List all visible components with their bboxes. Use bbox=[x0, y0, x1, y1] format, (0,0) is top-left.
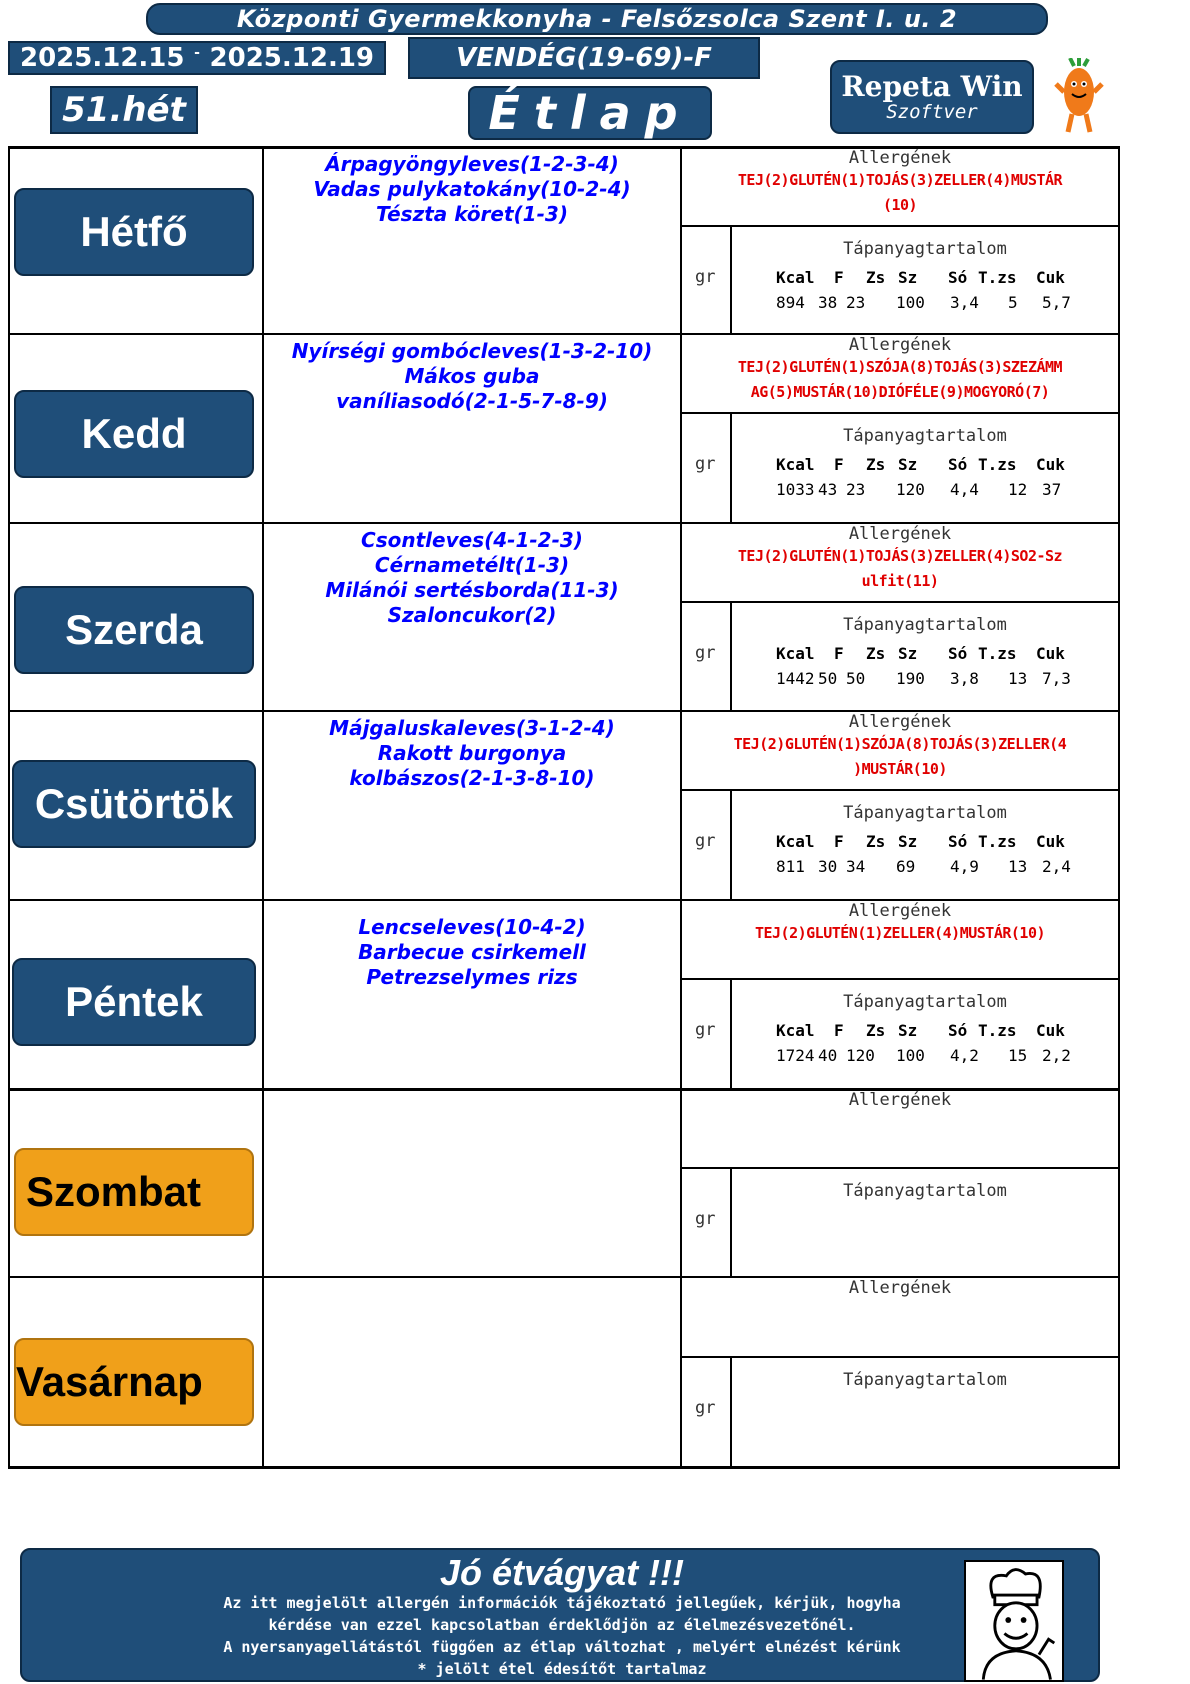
nutrition-value: 100 bbox=[896, 293, 925, 312]
nutrition-header-zs: Zs bbox=[866, 455, 886, 474]
info-split-line bbox=[682, 601, 1118, 603]
allergens-heading: Allergének bbox=[848, 524, 952, 544]
nutrition-heading: Tápanyagtartalom bbox=[843, 803, 1007, 823]
menu-item: Rakott burgonya bbox=[377, 741, 567, 765]
chef-icon bbox=[964, 1560, 1064, 1682]
nutrition-value: 1442 bbox=[776, 669, 815, 688]
day-label-1[interactable]: Kedd bbox=[14, 390, 254, 478]
nutrition-header-kcal: Kcal bbox=[776, 268, 815, 287]
nutrition-value: 2,4 bbox=[1042, 857, 1071, 876]
nutrition-value: 69 bbox=[896, 857, 916, 876]
week-number: 51.hét bbox=[50, 86, 198, 134]
nutrition-value: 37 bbox=[1042, 480, 1062, 499]
menu-item: kolbászos(2-1-3-8-10) bbox=[349, 766, 595, 790]
table-border-right bbox=[1118, 146, 1120, 1466]
nutrition-value: 4,4 bbox=[950, 480, 979, 499]
footer-line-3: A nyersanyagellátástól függően az étlap változhat , melyért elnézést kérünk bbox=[223, 1638, 901, 1656]
menu-item: Vadas pulykatokány(10-2-4) bbox=[313, 177, 631, 201]
nutrition-value: 3,4 bbox=[950, 293, 979, 312]
nutrition-value: 120 bbox=[896, 480, 925, 499]
nutrition-value: 1033 bbox=[776, 480, 815, 499]
nutrition-value: 5 bbox=[1008, 293, 1018, 312]
info-split-line bbox=[682, 1167, 1118, 1169]
nutrition-heading: Tápanyagtartalom bbox=[843, 239, 1007, 259]
nutrition-value: 23 bbox=[846, 293, 866, 312]
gram-label: gr bbox=[695, 1398, 716, 1418]
menu-item: Árpagyöngyleves(1-2-3-4) bbox=[325, 152, 619, 176]
footer-banner bbox=[20, 1548, 1100, 1682]
nutrition-header-zs: Zs bbox=[866, 268, 886, 287]
nutrition-value: 13 bbox=[1008, 857, 1028, 876]
nutrition-header-cuk: Cuk bbox=[1036, 268, 1065, 287]
date-separator: - bbox=[194, 45, 200, 61]
nutrition-value: 100 bbox=[896, 1046, 925, 1065]
nutrition-value: 50 bbox=[818, 669, 838, 688]
nutrition-value: 43 bbox=[818, 480, 838, 499]
nutrition-header-sz: Sz bbox=[898, 832, 918, 851]
nutrition-header-cuk: Cuk bbox=[1036, 832, 1065, 851]
allergens-heading: Allergének bbox=[848, 148, 952, 168]
day-label-4[interactable]: Péntek bbox=[12, 958, 256, 1046]
menu-item: Milánói sertésborda(11-3) bbox=[325, 578, 619, 602]
allergen-list: )MUSTÁR(10) bbox=[853, 760, 947, 778]
gram-label: gr bbox=[695, 1209, 716, 1229]
nutrition-header-tzs: T.zs bbox=[978, 1021, 1017, 1040]
date-to: 2025.12.19 bbox=[209, 43, 374, 73]
row-divider bbox=[8, 1466, 1120, 1469]
allergen-list: TEJ(2)GLUTÉN(1)SZÓJA(8)TOJÁS(3)SZEZÁMM bbox=[737, 358, 1063, 376]
menu-item: Csontleves(4-1-2-3) bbox=[361, 528, 583, 552]
table-border-left bbox=[8, 146, 10, 1466]
footer-line-4: * jelölt étel édesítőt tartalmaz bbox=[417, 1660, 707, 1678]
nutrition-heading: Tápanyagtartalom bbox=[843, 1181, 1007, 1201]
info-split-line bbox=[682, 412, 1118, 414]
info-split-line bbox=[682, 225, 1118, 227]
gram-label: gr bbox=[695, 831, 716, 851]
nutrition-header-kcal: Kcal bbox=[776, 644, 815, 663]
nutrition-header-só: Só bbox=[948, 644, 968, 663]
nutrition-value: 4,9 bbox=[950, 857, 979, 876]
nutrition-value: 13 bbox=[1008, 669, 1028, 688]
nutrition-header-só: Só bbox=[948, 455, 968, 474]
nutrition-header-kcal: Kcal bbox=[776, 1021, 815, 1040]
allergen-list: ulfit(11) bbox=[861, 572, 939, 590]
nutrition-header-kcal: Kcal bbox=[776, 455, 815, 474]
nutrition-value: 1724 bbox=[776, 1046, 815, 1065]
nutrition-header-cuk: Cuk bbox=[1036, 644, 1065, 663]
allergen-list: TEJ(2)GLUTÉN(1)ZELLER(4)MUSTÁR(10) bbox=[754, 924, 1046, 942]
nutrition-value: 811 bbox=[776, 857, 805, 876]
nutrition-header-f: F bbox=[834, 455, 844, 474]
nutrition-value: 190 bbox=[896, 669, 925, 688]
gram-label: gr bbox=[695, 1020, 716, 1040]
allergen-list: (10) bbox=[882, 196, 918, 214]
allergens-heading: Allergének bbox=[848, 901, 952, 921]
nutrition-header-f: F bbox=[834, 268, 844, 287]
allergens-heading: Allergének bbox=[848, 1278, 952, 1298]
nutrition-header-zs: Zs bbox=[866, 832, 886, 851]
logo-line-1: Repeta Win bbox=[841, 70, 1023, 103]
nutrition-value: 30 bbox=[818, 857, 838, 876]
nutrition-header-só: Só bbox=[948, 1021, 968, 1040]
allergens-heading: Allergének bbox=[848, 712, 952, 732]
menu-item: Szaloncukor(2) bbox=[387, 603, 557, 627]
menu-item: Barbecue csirkemell bbox=[358, 940, 586, 964]
day-label-3[interactable]: Csütörtök bbox=[12, 760, 256, 848]
nutrition-header-tzs: T.zs bbox=[978, 268, 1017, 287]
menu-item: Nyírségi gombócleves(1-3-2-10) bbox=[291, 339, 653, 363]
allergens-heading: Allergének bbox=[848, 1090, 952, 1110]
allergen-list: TEJ(2)GLUTÉN(1)TOJÁS(3)ZELLER(4)MUSTÁR bbox=[737, 171, 1063, 189]
nutrition-heading: Tápanyagtartalom bbox=[843, 1370, 1007, 1390]
menu-item: Tészta köret(1-3) bbox=[376, 202, 568, 226]
repeta-logo bbox=[830, 60, 1034, 134]
gram-label: gr bbox=[695, 267, 716, 287]
nutrition-header-zs: Zs bbox=[866, 1021, 886, 1040]
nutrition-header-kcal: Kcal bbox=[776, 832, 815, 851]
nutrition-value: 7,3 bbox=[1042, 669, 1071, 688]
footer-line-1: Az itt megjelölt allergén információk tájékoztató jellegűek, kérjük, hogyha bbox=[223, 1594, 901, 1612]
nutrition-value: 5,7 bbox=[1042, 293, 1071, 312]
nutrition-header-f: F bbox=[834, 1021, 844, 1040]
date-range bbox=[8, 41, 386, 75]
nutrition-header-f: F bbox=[834, 832, 844, 851]
menu-item: Cérnametélt(1-3) bbox=[374, 553, 570, 577]
info-split-line bbox=[682, 978, 1118, 980]
greeting: Jó étvágyat !!! bbox=[439, 1552, 685, 1593]
kitchen-title: Központi Gyermekkonyha - Felsőzsolca Szent I. u. 2 bbox=[146, 3, 1048, 35]
nutrition-value: 23 bbox=[846, 480, 866, 499]
nutrition-header-f: F bbox=[834, 644, 844, 663]
day-label-6[interactable]: Vasárnap bbox=[14, 1338, 254, 1426]
guest-category: VENDÉG(19-69)-F bbox=[408, 37, 760, 79]
allergen-list: TEJ(2)GLUTÉN(1)SZÓJA(8)TOJÁS(3)ZELLER(4 bbox=[733, 735, 1067, 753]
nutrition-heading: Tápanyagtartalom bbox=[843, 426, 1007, 446]
menu-item: Petrezselymes rizs bbox=[366, 965, 578, 989]
nutrition-header-tzs: T.zs bbox=[978, 455, 1017, 474]
allergens-heading: Allergének bbox=[848, 335, 952, 355]
nutrition-header-tzs: T.zs bbox=[978, 832, 1017, 851]
nutrition-header-sz: Sz bbox=[898, 644, 918, 663]
nutrition-value: 40 bbox=[818, 1046, 838, 1065]
nutrition-header-cuk: Cuk bbox=[1036, 455, 1065, 474]
carrot-mascot-icon bbox=[1054, 58, 1104, 134]
nutrition-header-zs: Zs bbox=[866, 644, 886, 663]
info-split-line bbox=[682, 789, 1118, 791]
menu-item: Májgaluskaleves(3-1-2-4) bbox=[329, 716, 615, 740]
nutrition-value: 3,8 bbox=[950, 669, 979, 688]
nutrition-header-tzs: T.zs bbox=[978, 644, 1017, 663]
nutrition-value: 12 bbox=[1008, 480, 1028, 499]
day-label-5[interactable]: Szombat bbox=[14, 1148, 254, 1236]
footer-line-2: kérdése van ezzel kapcsolatban érdeklődjön az élelmezésvezetőnél. bbox=[268, 1616, 856, 1634]
nutrition-value: 4,2 bbox=[950, 1046, 979, 1065]
date-from: 2025.12.15 bbox=[20, 43, 185, 73]
menu-item: Lencseleves(10-4-2) bbox=[358, 915, 586, 939]
gram-label: gr bbox=[695, 643, 716, 663]
logo-line-2: Szoftver bbox=[886, 101, 978, 123]
nutrition-header-só: Só bbox=[948, 832, 968, 851]
menu-heading: Étlap bbox=[468, 86, 712, 140]
info-split-line bbox=[682, 1356, 1118, 1358]
nutrition-header-cuk: Cuk bbox=[1036, 1021, 1065, 1040]
gram-label: gr bbox=[695, 454, 716, 474]
nutrition-header-sz: Sz bbox=[898, 455, 918, 474]
menu-item: vaníliasodó(2-1-5-7-8-9) bbox=[336, 389, 608, 413]
nutrition-value: 2,2 bbox=[1042, 1046, 1071, 1065]
nutrition-value: 120 bbox=[846, 1046, 875, 1065]
nutrition-heading: Tápanyagtartalom bbox=[843, 615, 1007, 635]
menu-item: Mákos guba bbox=[404, 364, 540, 388]
nutrition-value: 34 bbox=[846, 857, 866, 876]
allergen-list: TEJ(2)GLUTÉN(1)TOJÁS(3)ZELLER(4)SO2-Sz bbox=[737, 547, 1063, 565]
nutrition-header-sz: Sz bbox=[898, 268, 918, 287]
nutrition-header-só: Só bbox=[948, 268, 968, 287]
nutrition-value: 15 bbox=[1008, 1046, 1028, 1065]
allergen-list: AG(5)MUSTÁR(10)DIÓFÉLE(9)MOGYORÓ(7) bbox=[750, 383, 1050, 401]
day-label-2[interactable]: Szerda bbox=[14, 586, 254, 674]
nutrition-header-sz: Sz bbox=[898, 1021, 918, 1040]
nutrition-heading: Tápanyagtartalom bbox=[843, 992, 1007, 1012]
nutrition-value: 38 bbox=[818, 293, 838, 312]
nutrition-value: 894 bbox=[776, 293, 805, 312]
nutrition-value: 50 bbox=[846, 669, 866, 688]
day-label-0[interactable]: Hétfő bbox=[14, 188, 254, 276]
